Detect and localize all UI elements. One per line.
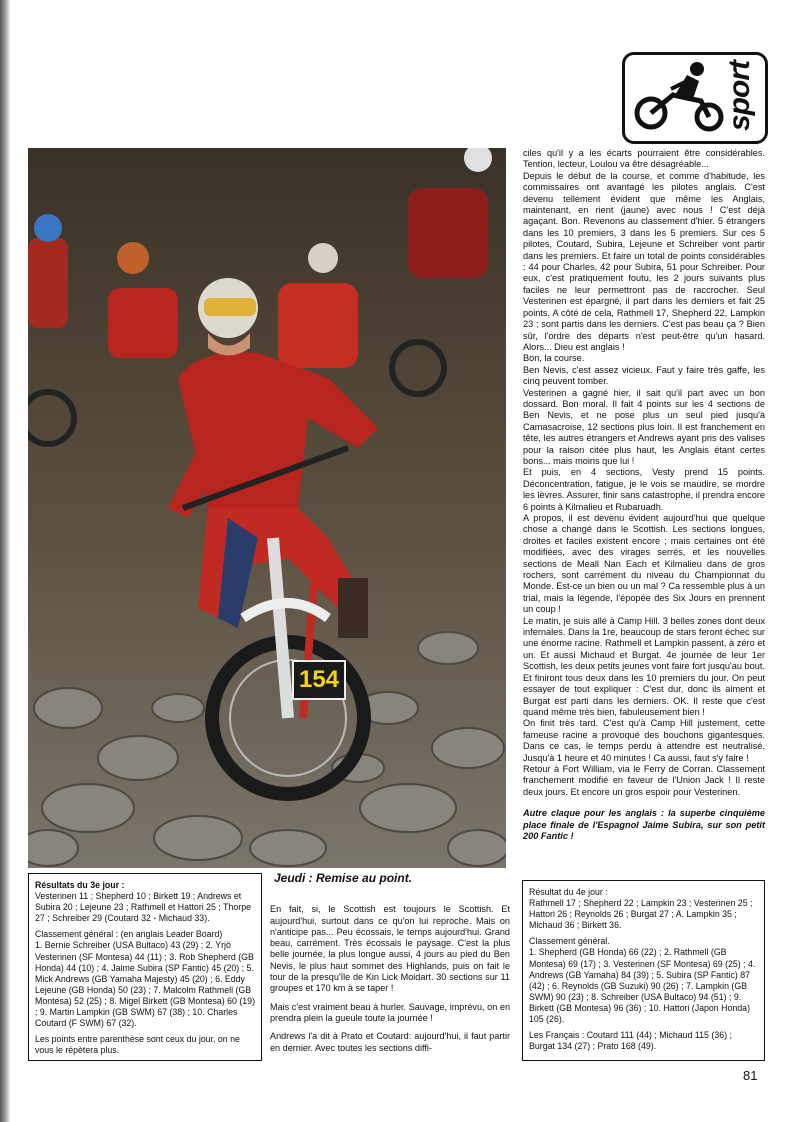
paragraph: En fait, si, le Scottish est toujours le Scottish. Et aujourd'hui, surtout dans ce qu'on lui reproche. Mais on n'anticipe pas... Peu écossais, le temps aujourd'hui. Grand beau, carrément. Très écossais le paysage. C'est la plus belle journée, la plus longue aussi, 4 jours au pied du Ben Nevis, le plus haut sommet des Highlands, puis on fait le tour de la presqu'île de Kin Lick Moidart. 30 sections sur 11 groupes et 170 km à se taper ! xyxy=(270,904,510,994)
paragraph: Andrews l'a dit à Prato et Coutard: aujourd'hui, il faut partir en dernier. Avec toutes les sections diffi- xyxy=(270,1031,510,1053)
page-number: 81 xyxy=(743,1068,758,1083)
paragraph: Bon, la course. xyxy=(523,353,585,364)
results-day3-box xyxy=(28,873,262,1061)
paragraph: Ben Nevis, c'est assez vicieux. Faut y faire très gaffe, les cinq peuvent tomber. xyxy=(523,364,765,387)
paragraph: A propos, il est devenu évident aujourd'hui que quelque chose a changé dans le Scottish. Les sections longues, droites et faciles existent encore ; mais certaines ont été modifiées, avec des virages serrés, et les nouvelles sections de Meall Nan Each et Kilmalieu dans de gros rochers, sont carrément du niveau du Championnat du Monde. Est-ce un bien ou un mal ? Ca ressemble plus à un trial, mais la légende, l'épopée des Six Jours en prennent un coup ! xyxy=(523,513,765,615)
race-number-plate: 154 xyxy=(292,660,346,700)
article-heading: Jeudi : Remise au point. xyxy=(274,871,413,885)
sport-logo xyxy=(622,52,768,144)
article-continuation-column xyxy=(523,148,765,842)
results-day4-title: Résultat du 4e jour : xyxy=(529,887,608,897)
general-ranking: 1. Bernie Schreiber (USA Bultaco) 43 (29) ; 2. Yrjö Vesterinen (SF Montesa) 44 (11) ; 3. Rob Shepherd (GB Honda) 44 (10) ; 4. Jaime Subira (SP Fantic) 45 (20) ; 5. Mick Andrews (GB Yamaha Majesty) 45 (20) ; 6. Eddy Lejeune (GB Honda) 50 (23) ; 7. Malcolm Rathmell (GB Montesa) 52 (25) ; 8. Migel Birkett (GB Montesa) 60 (19) ; 9. Martin Lampkin (GB SWM) 67 (38) ; 10. Charles Coutard (F SWM) 67 (32). xyxy=(35,940,256,1029)
paragraph: ciles qu'il y a les écarts pourraient être considérables. Tention, lecteur, Loulou va être désagréable... xyxy=(523,148,765,170)
closing-remark: Autre claque pour les anglais : la superbe cinquième place finale de l'Espagnol Jaime Subira, sur son petit 200 Fantic ! xyxy=(523,808,765,841)
paragraph: Et puis, en 4 sections, Vesty prend 15 points. Déconcentration, fatigue, je le vois se maudire, se mordre les lèvres. Assurer, finir sans catastrophe, il prendra encore 6 points à Kilmalieu et Rubaruadh. xyxy=(523,467,765,512)
general-ranking: 1. Shepherd (GB Honda) 66 (22) ; 2. Rathmell (GB Montesa) 69 (17) ; 3. Vesterinen (SF Montesa) 69 (25) ; 4. Andrews (GB Yamaha) 84 (39) ; 5. Subira (SP Fantic) 87 (42) ; 6. Reynolds (GB Suzuki) 90 (26) ; 7. Lampkin (GB SWM) 90 (23) ; 8. Schreiber (USA Bultaco) 94 (51) ; 9. Birkett (GB Montesa) 96 (36) ; 10. Hattori (Japon Honda) 105 (26). xyxy=(529,947,756,1025)
results-note: Les points entre parenthèse sont ceux du jour, on ne vous le répètera plus. xyxy=(35,1034,240,1056)
paragraph: Mais c'est vraiment beau à hurler. Sauvage, imprévu, on en prendra plein la gueule toute la journée ! xyxy=(270,1001,510,1023)
general-ranking-title: Classement général : (en anglais Leader Board) xyxy=(35,929,223,940)
paragraph: Vesterinen a gagné hier, il sait qu'il part avec un bon dossard. Bon moral. Il fait 4 points sur les 4 sections de Ben Nevis, et ne pose plus un seul pied jusqu'à Camasacroise, 12 sections plus loin. Il est franchement en tête, les autres étrangers et Andrews ayant pris des valises pour la raison citée plus haut, les Anglais étant certes bons... mais moins que lui ! xyxy=(523,387,765,466)
results-day3-lines: Vesterinen 11 ; Shepherd 10 ; Birkett 19 ; Andrews et Subira 20 ; Lejeune 23 ; Rathmell et Hattori 25 ; Thorpe 27 ; Schreiber 29 (Coutard 32 - Michaud 33). xyxy=(35,891,251,924)
paragraph: On finit très tard. C'est qu'à Camp Hill justement, cette fameuse racine a provoqué des bouchons gigantesques. Dans ce cas, le temps perdu à attendre est neutralisé. Jusqu'à 1 heure et 40 minutes ! Ca aussi, faut s'y faire ! xyxy=(523,718,765,763)
trial-rider-photo xyxy=(28,148,506,868)
motorbike-rider-icon xyxy=(631,61,731,133)
paragraph: Retour à Fort William, via le Ferry de Corran. Classement franchement modifié en faveur de l'Union Jack ! Il reste deux jours. Et encore un gros espoir pour Vesterinen. xyxy=(523,763,765,797)
results-day3-title: Résultats du 3e jour : xyxy=(35,880,125,890)
french-results: Les Français : Coutard 111 (44) ; Michaud 115 (36) ; Burgat 134 (27) ; Prato 168 (49). xyxy=(529,1030,732,1052)
results-day4-lines: Rathmell 17 ; Shepherd 22 ; Lampkin 23 ; Vesterinen 25 ; Hattori 26 ; Reynolds 26 ; Burgat 27 ; A. Lampkin 35 ; Michaud 36 ; Birkett 36. xyxy=(529,898,753,931)
results-day4-box xyxy=(522,880,765,1061)
page-binding-edge xyxy=(0,0,10,1122)
general-ranking-title: Classement général. xyxy=(529,936,610,947)
main-article xyxy=(270,873,510,1061)
logo-text: sport xyxy=(723,61,756,131)
paragraph: Depuis le début de la course, et comme d'habitude, les commissaires ont avantagé les pilotes anglais. C'est devenu tellement évident que même les Anglais, maintenant, en rient (jaune) avec nous ! C'est déjà agaçant. Bon. Revenons au classement d'hier. 5 étrangers dans les 10 premiers, 3 dans les 5 premiers. Sur ces 5 pilotes, Coutard, Subira, Lejeune et Schreiber vont partir dans les premiers. Et faire un total de points considérables : 44 pour Charles, 42 pour Subira, 51 pour Schreiber. Pour eux, c'est pratiquement foutu, les 2 jours suivants plus faciles ne leur permettront pas de raccrocher. Seul Vesterinen est épargné, il part dans les derniers et fait 25 points. A côté de cela, Rathmell 17, Shepherd 22, Lampkin 23 ; sont partis dans les derniers. C'est pas beau ça ? Bien sûr, l'ordre des départs n'est peut-être qu'un hasard. Alors... Dieu est anglais ! xyxy=(523,170,765,352)
paragraph: Le matin, je suis allé à Camp Hill. 3 belles zones dont deux infernales. Dans la 1re, beaucoup de stars feront échec sur une énorme racine. Rathmell et Lampkin passent, à zéro et un. Et aussi Michaud et Burgat. 4e journée de leur 1er Scottish, les deux petits jeunes vont faire fort jusqu'au bout. Et finiront tous deux dans les 10 premiers du jour. On peut essayer de tout expliquer : C'est dur, donc ils aiment et Burgat est parti dans les derniers. OK. Il reste que c'est quand même très bien, fabuleusement bien ! xyxy=(523,615,765,717)
